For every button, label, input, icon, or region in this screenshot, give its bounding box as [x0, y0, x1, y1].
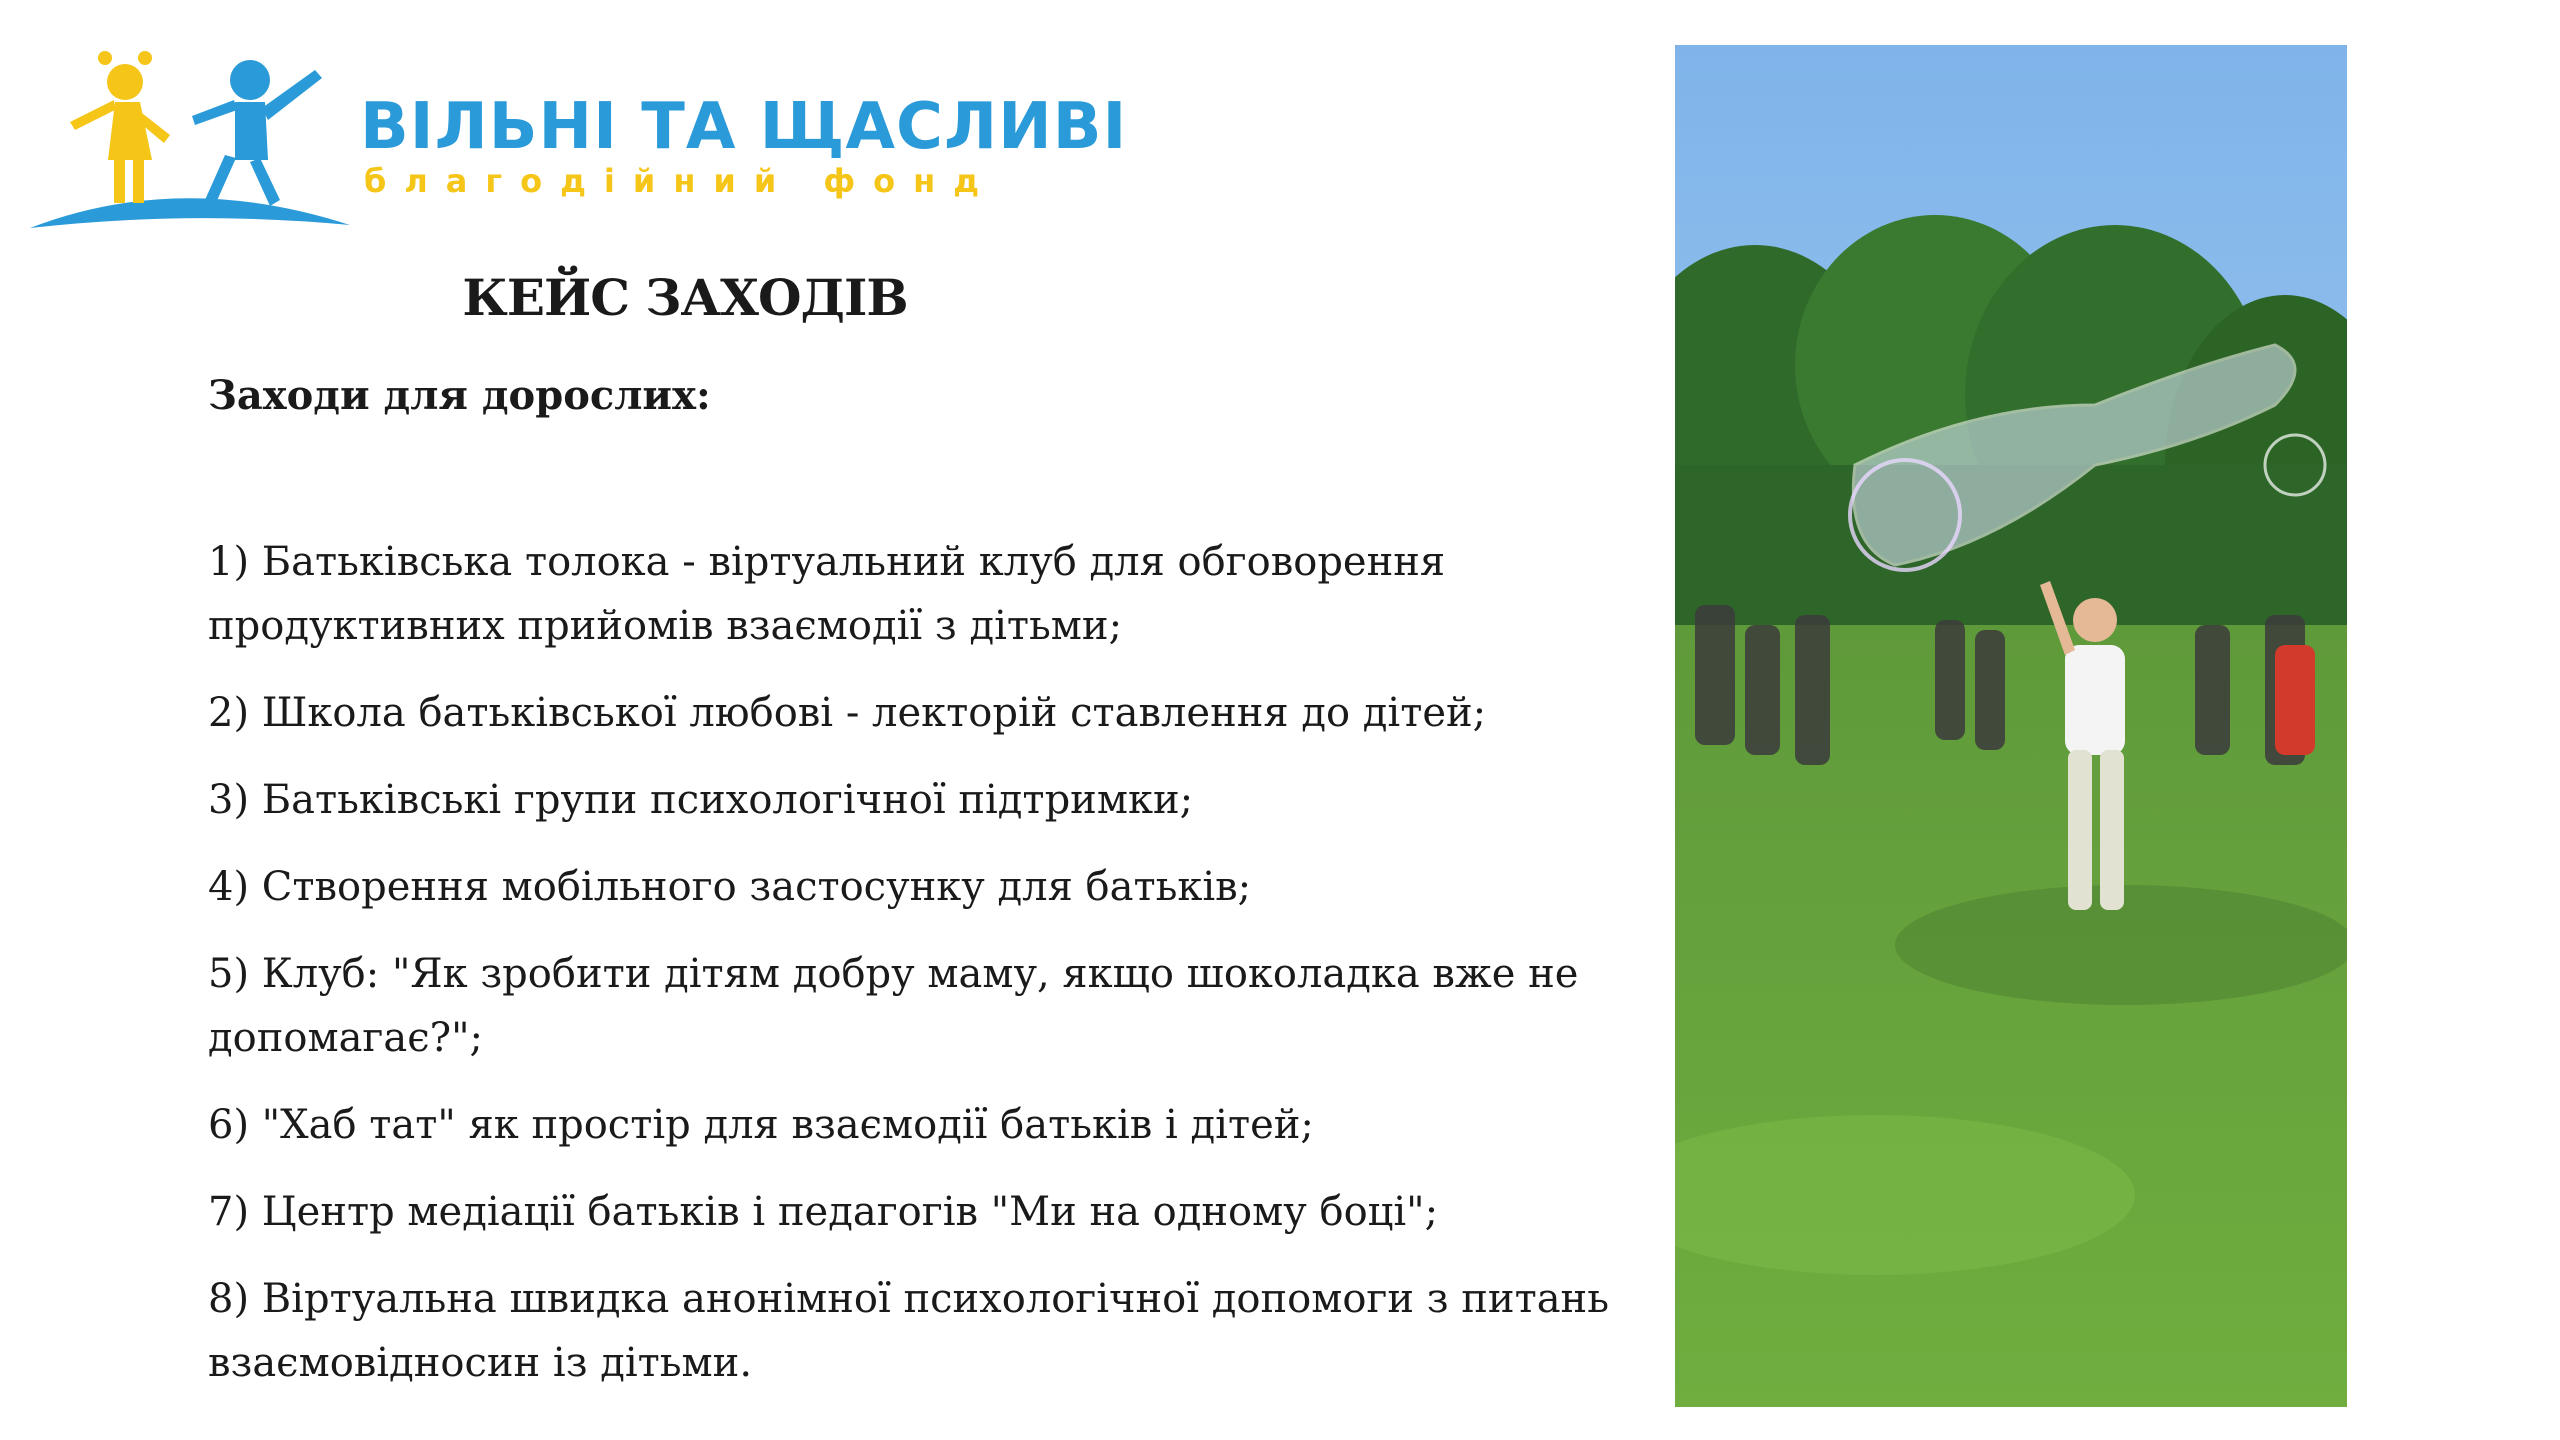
event-photo	[1675, 45, 2347, 1407]
foundation-logo	[30, 40, 1128, 240]
list-item: 5) Клуб: "Як зробити дітям добру маму, якщо шоколадка вже не допомагає?";	[208, 951, 1579, 1061]
children-logo-icon	[30, 40, 360, 240]
page-title: КЕЙС ЗАХОДІВ	[462, 268, 908, 327]
events-list	[208, 530, 1628, 1418]
outdoor-event-photo-icon	[1675, 45, 2347, 1407]
list-item: 7) Центр медіації батьків і педагогів "Ми на одному боці";	[208, 1189, 1439, 1235]
logo-subtitle: благодійний фонд	[364, 162, 998, 200]
list-item: 2) Школа батьківської любові - лекторій ставлення до дітей;	[208, 690, 1487, 736]
list-item: 6) "Хаб тат" як простір для взаємодії батьків і дітей;	[208, 1102, 1314, 1148]
logo-title: ВІЛЬНІ ТА ЩАСЛИВІ	[360, 90, 1128, 164]
list-item: 1) Батьківська толока - віртуальний клуб для обговорення продуктивних прийомів взаємодії з дітьми;	[208, 539, 1446, 649]
list-item: 8) Віртуальна швидка анонімної психологічної допомоги з питань взаємовідносин із дітьми.	[208, 1276, 1609, 1386]
list-item: 4) Створення мобільного застосунку для батьків;	[208, 864, 1252, 910]
section-subtitle: Заходи для дорослих:	[208, 372, 711, 419]
list-item: 3) Батьківські групи психологічної підтримки;	[208, 777, 1194, 823]
